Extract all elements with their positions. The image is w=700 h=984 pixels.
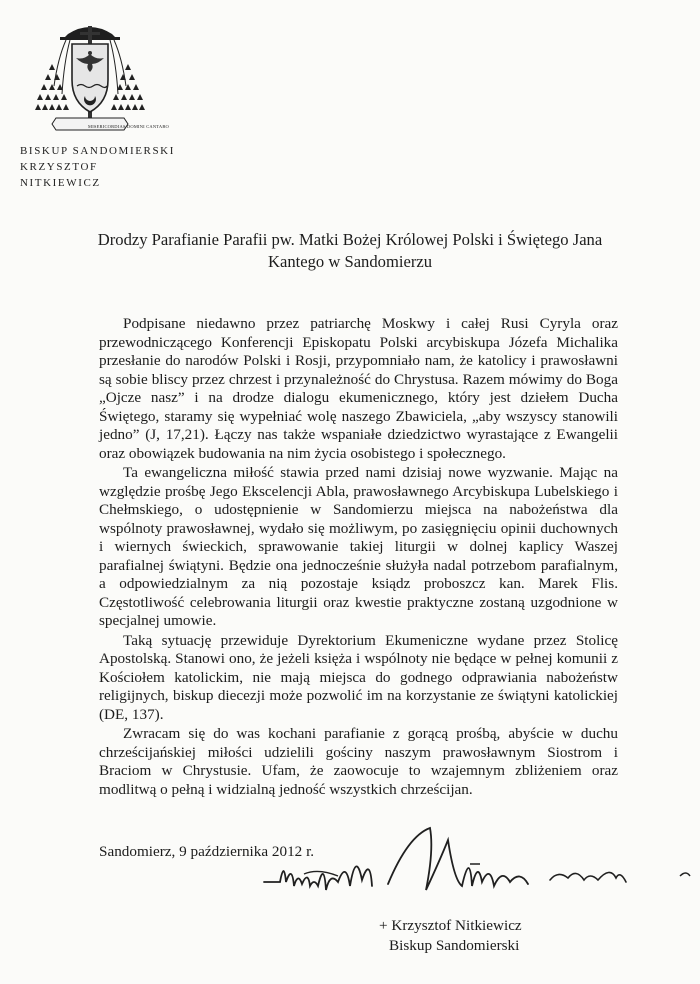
salutation-line-1: Drodzy Parafianie Parafii pw. Matki Bożej Królowej Polski i Świętego Jana	[97, 230, 603, 249]
salutation-line-2: Kantego w Sandomierzu	[267, 252, 433, 271]
paragraph-4: Zwracam się do was kochani parafianie z gorącą prośbą, abyście w duchu chrześcijańskiej miłości udzielili gościny naszym prawosławnym Siostrom i Braciom w Chrystusie. Ufam, że zaowocuje to wzajemnym zbliżeniem oraz modlitwą o pełną i widzialną jedność wszystkich chrześcijan.	[99, 725, 618, 798]
signer-name: + Krzysztof Nitkiewicz	[379, 917, 522, 934]
letterhead	[20, 144, 180, 191]
date-line: Sandomierz, 9 października 2012 r.	[99, 843, 315, 860]
paragraph-2: Ta ewangeliczna miłość stawia przed nami dzisiaj nowe wyzwanie. Mając na względzie prośbę Jego Ekscelencji Abla, prawosławnego Arcybiskupa Lubelskiego i Chełmskiego, o udostępnienie w Sandomierzu miejsca na nabożeństwa dla wspólnoty prawosławnej, wydało się możliwym, po zasięgnięciu opinii duchownych i wiernych świeckich, sprawowanie takiej liturgii w dolnej kaplicy Waszej parafialnej świątyni. Będzie ona jednocześnie służyła nadal potrzebom parafialnym, a odpowiedzialnym za nią pozostaje ksiądz proboszcz kan. Marek Flis. Częstotliwość celebrowania liturgii oraz kwestie praktyczne zostaną uzgodnione w specjalnej umowie.	[99, 464, 618, 629]
paragraph-1: Podpisane niedawno przez patriarchę Moskwy i całej Rusi Cyryla oraz przewodniczącego Konferencji Episkopatu Polski arcybiskupa Józefa Michalika przesłanie do narodów Polski i Rosji, przypomniało nam, że katolicy i prawosławni są sobie bliscy przez chrzest i przynależność do Chrystusa. Razem mówimy do Boga „Ojcze nasz” i na drodze dialogu ekumenicznego, który jest dziełem Ducha Świętego, staramy się wypełniać wolę naszego Zbawiciela, „aby wszyscy stanowili jedno” (J, 17,21). Łączy nas także wspaniałe dziedzictwo wyrastające z Ewangelii oraz obowiązek budowania na nim życia osobistego i społecznego.	[99, 315, 618, 462]
handwritten-signature	[258, 820, 698, 915]
letterhead-name: KRZYSZTOF NITKIEWICZ	[20, 161, 101, 189]
letter-body	[99, 315, 618, 800]
signature-icon	[258, 820, 698, 915]
coat-of-arms-icon	[30, 6, 169, 136]
salutation	[60, 229, 640, 273]
closing-block	[379, 916, 522, 956]
crest-motto: MISERICORDIAS DOMINI CANTABO	[88, 124, 169, 129]
paragraph-3: Taką sytuację przewiduje Dyrektorium Ekumeniczne wydane przez Stolicę Apostolską. Stanowi ono, że jeżeli księża i wspólnoty nie będące w pełnej komunii z Kościołem katolickim, nie mają miejsca do godnego odprawiania nabożeństw religijnych, biskup diecezji może pozwolić im na korzystanie ze świątyni katolickiej (DE, 137).	[99, 631, 618, 723]
letterhead-title: BISKUP SANDOMIERSKI	[20, 145, 175, 157]
signer-title: Biskup Sandomierski	[389, 937, 520, 954]
coat-of-arms	[30, 6, 169, 136]
